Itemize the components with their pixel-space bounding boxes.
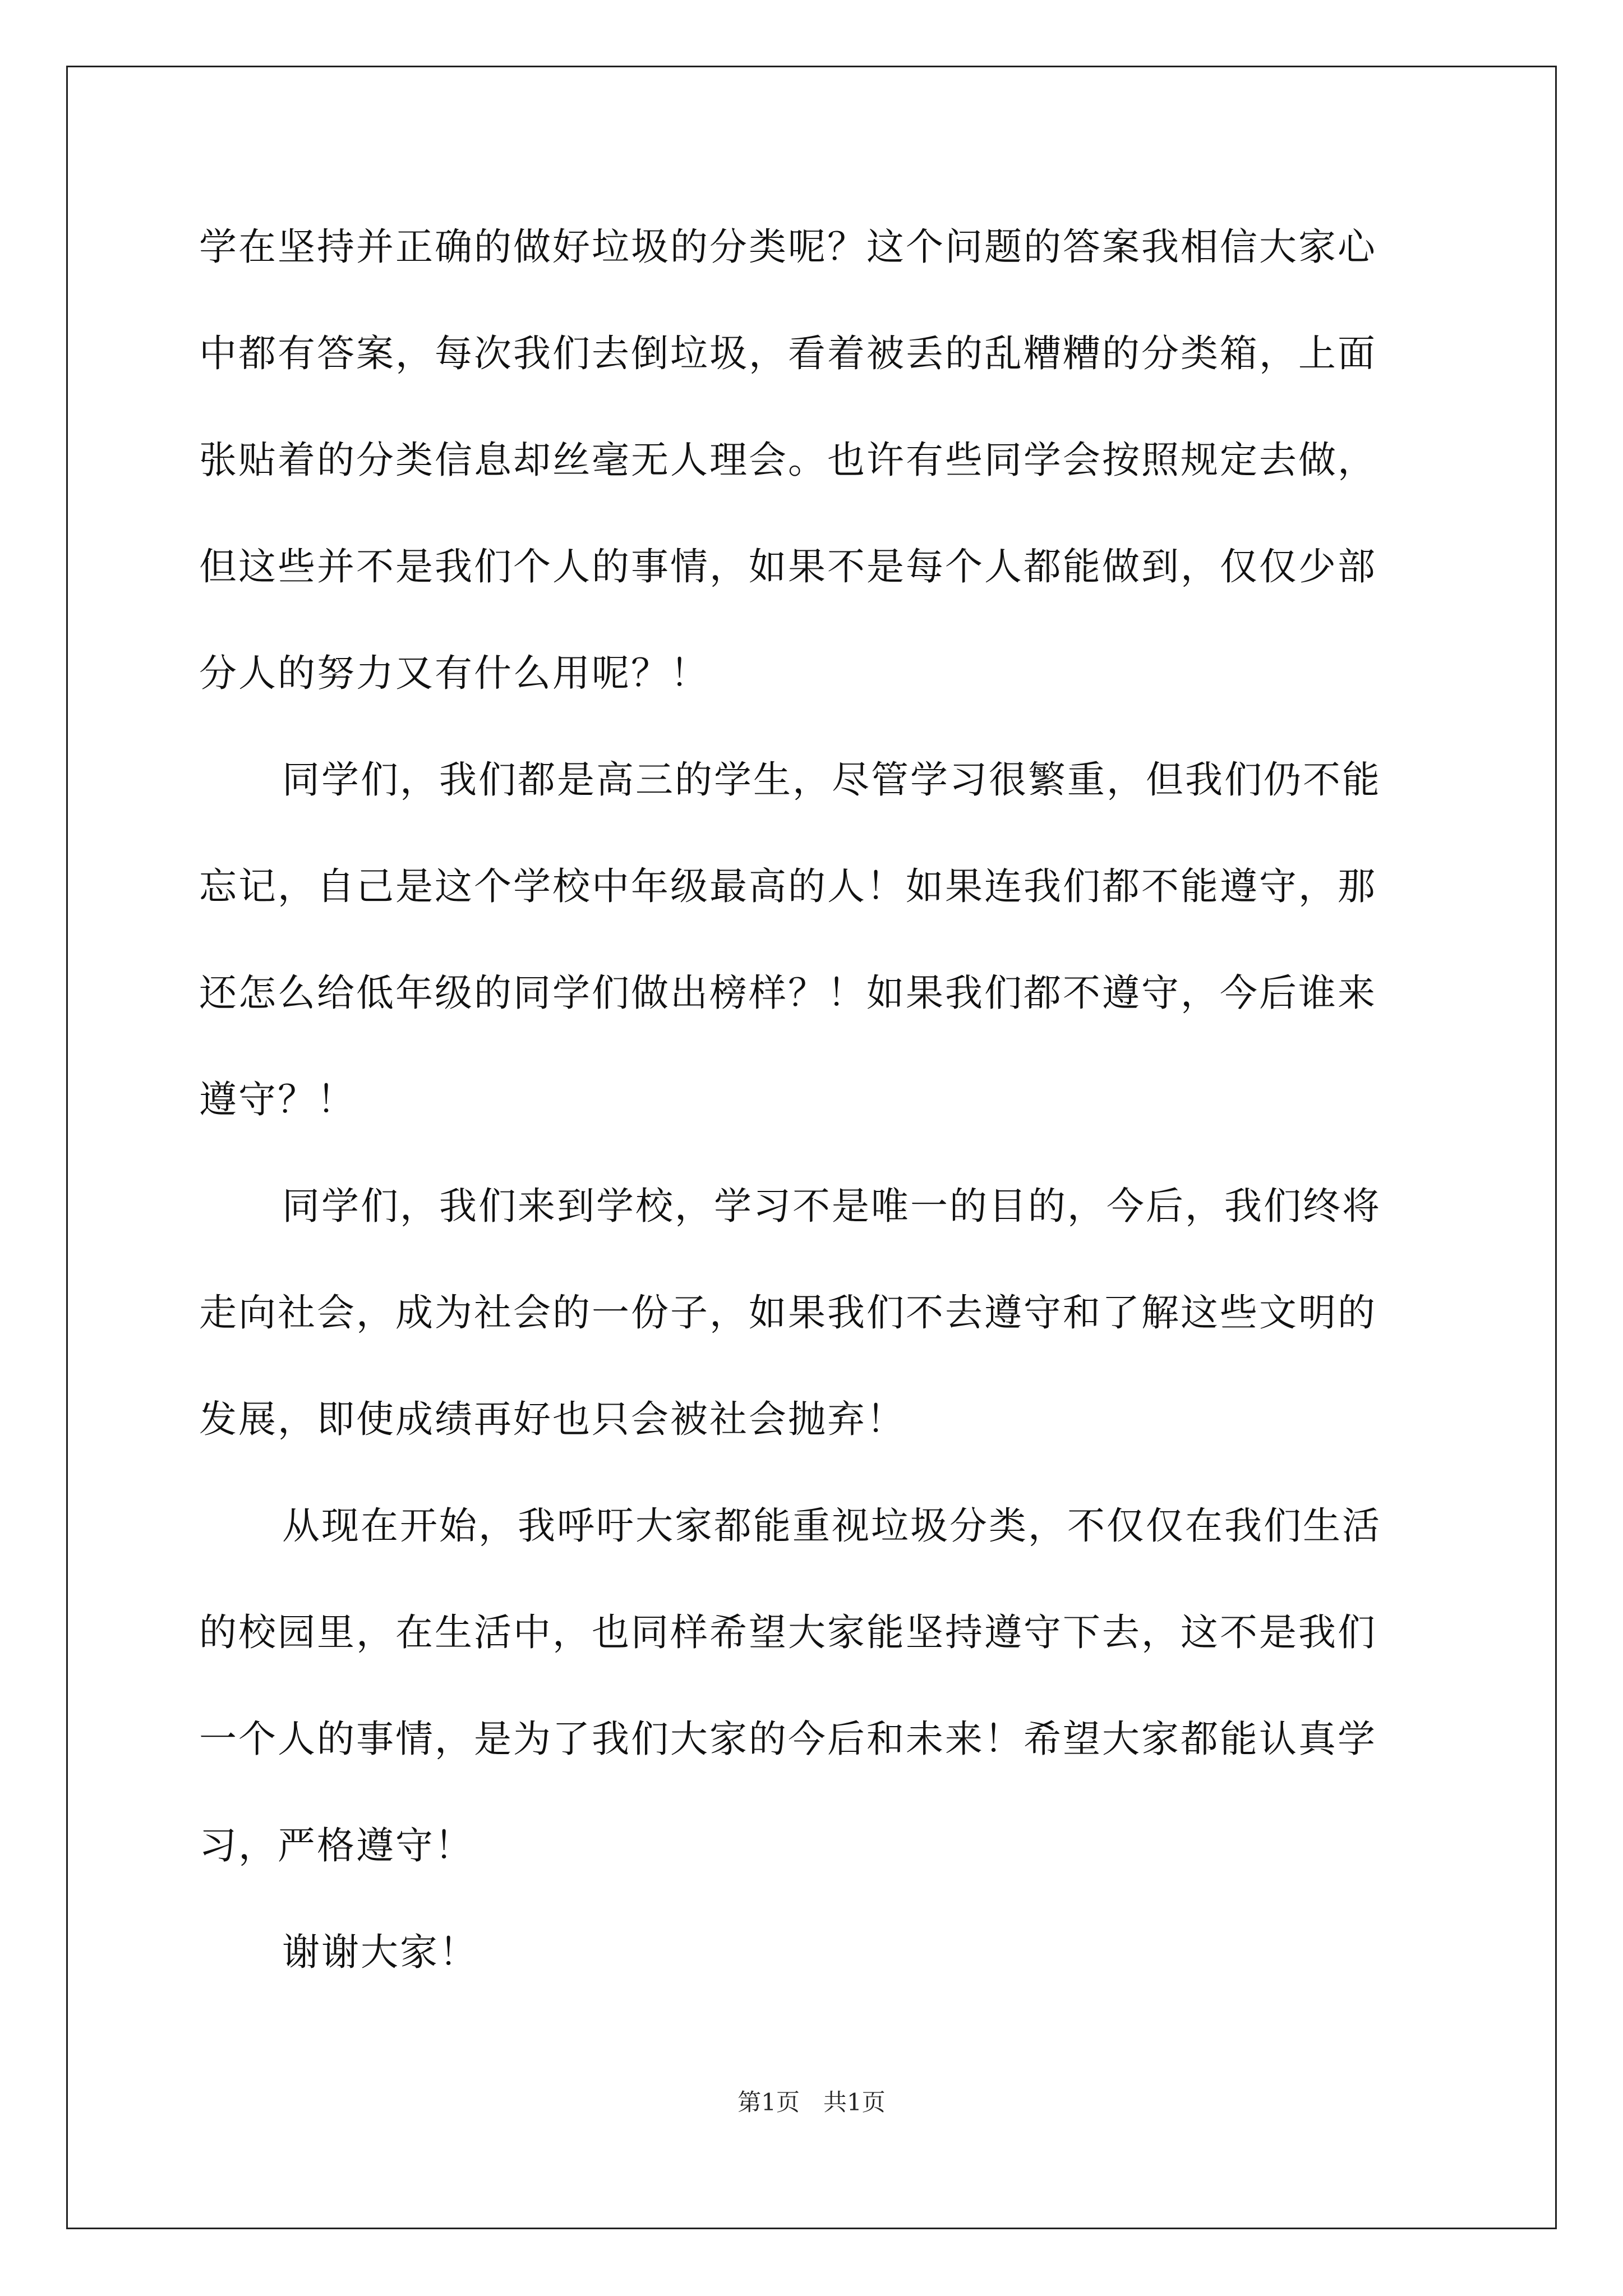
text-line: 学在坚持并正确的做好垃圾的分类呢？这个问题的答案我相信大家心: [199, 225, 1377, 269]
text-line: 一个人的事情，是为了我们大家的今后和未来！希望大家都能认真学: [199, 1717, 1377, 1761]
text-line: 习，严格遵守！: [199, 1824, 474, 1867]
paragraph-start-line: 从现在开始，我呼吁大家都能重视垃圾分类，不仅仅在我们生活: [282, 1504, 1381, 1548]
text-line: 还怎么给低年级的同学们做出榜样？！如果我们都不遵守，今后谁来: [199, 971, 1377, 1015]
text-line: 分人的努力又有什么用呢？！: [199, 651, 709, 695]
text-line: 中都有答案，每次我们去倒垃圾，看着被丢的乱糟糟的分类箱，上面: [199, 332, 1377, 375]
text-line: 的校园里，在生活中，也同样希望大家能坚持遵守下去，这不是我们: [199, 1611, 1377, 1654]
document-body: [199, 216, 1433, 2028]
text-line: 发展，即使成绩再好也只会被社会抛弃！: [199, 1397, 906, 1441]
paragraph-start-line: 同学们，我们都是高三的学生，尽管学习很繁重，但我们仍不能: [282, 758, 1381, 802]
text-line: 走向社会，成为社会的一份子，如果我们不去遵守和了解这些文明的: [199, 1291, 1377, 1335]
text-line: 遵守？！: [199, 1078, 356, 1121]
text-line: 张贴着的分类信息却丝毫无人理会。也许有些同学会按照规定去做，: [199, 438, 1377, 482]
text-line: 但这些并不是我们个人的事情，如果不是每个人都能做到，仅仅少部: [199, 545, 1377, 588]
text-line: 忘记，自己是这个学校中年级最高的人！如果连我们都不能遵守，那: [199, 864, 1377, 908]
closing-line: 谢谢大家！: [282, 1930, 478, 1974]
page-number-footer: 第1页 共1页: [737, 2088, 886, 2116]
paragraph-start-line: 同学们，我们来到学校，学习不是唯一的目的，今后，我们终将: [282, 1184, 1381, 1228]
